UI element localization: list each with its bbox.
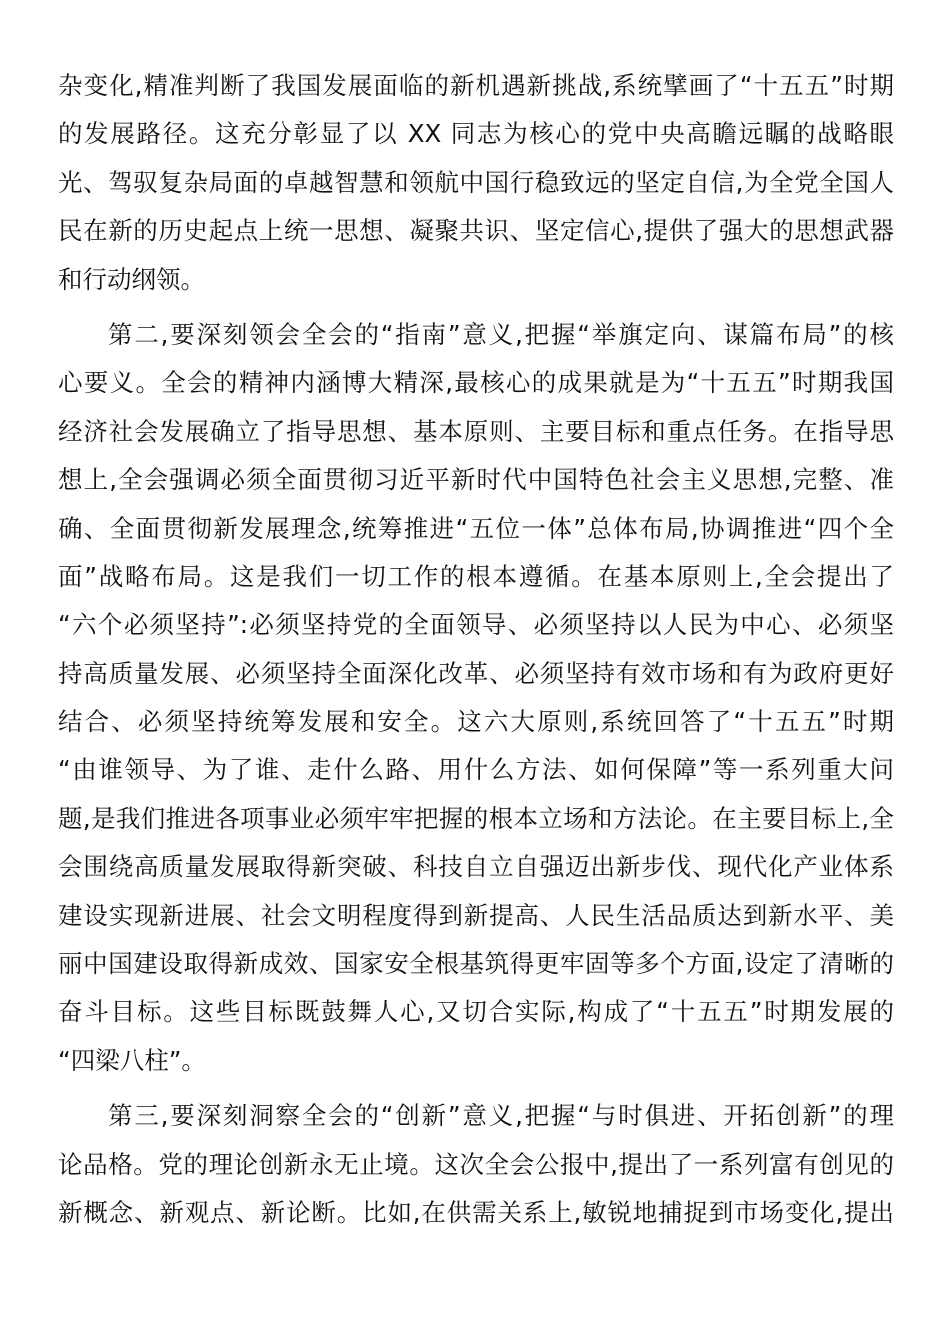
- text-line: 持高质量发展、必须坚持全面深化改革、必须坚持有效市场和有为政府更好: [58, 658, 894, 688]
- text-line: 新概念、新观点、新论断。比如,在供需关系上,敏锐地捕捉到市场变化,提出: [58, 1197, 894, 1227]
- text-line: 第三,要深刻洞察全会的“创新”意义,把握“与时俱进、开拓创新”的理: [108, 1101, 894, 1131]
- text-line: 第二,要深刻领会全会的“指南”意义,把握“举旗定向、谋篇布局”的核: [108, 319, 894, 349]
- document-page: [58, 62, 894, 1237]
- paragraph-2: [58, 311, 894, 1085]
- text-line: 论品格。党的理论创新永无止境。这次全会公报中,提出了一系列富有创见的: [58, 1149, 894, 1179]
- text-line: 想上,全会强调必须全面贯彻习近平新时代中国特色社会主义思想,完整、准: [58, 465, 894, 495]
- text-line: “四梁八柱”。: [58, 1045, 206, 1075]
- paragraph-3: [58, 1092, 894, 1237]
- text-line: 和行动纲领。: [58, 264, 205, 294]
- text-line: 建设实现新进展、社会文明程度得到新提高、人民生活品质达到新水平、美: [58, 900, 894, 930]
- text-line: 杂变化,精准判断了我国发展面临的新机遇新挑战,系统擘画了“十五五”时期: [58, 71, 894, 100]
- text-line: 丽中国建设取得新成效、国家安全根基筑得更牢固等多个方面,设定了清晰的: [58, 949, 894, 979]
- text-line: 题,是我们推进各项事业必须牢牢把握的根本立场和方法论。在主要目标上,全: [58, 803, 894, 833]
- paragraph-1: [58, 62, 894, 304]
- text-line: “六个必须坚持”:必须坚持党的全面领导、必须坚持以人民为中心、必须坚: [58, 610, 894, 640]
- text-line: “由谁领导、为了谁、走什么路、用什么方法、如何保障”等一系列重大问: [58, 755, 894, 785]
- text-line: 经济社会发展确立了指导思想、基本原则、主要目标和重点任务。在指导思: [58, 416, 894, 446]
- text-line: 民在新的历史起点上统一思想、凝聚共识、坚定信心,提供了强大的思想武器: [58, 216, 894, 246]
- text-line: 光、驾驭复杂局面的卓越智慧和领航中国行稳致远的坚定自信,为全党全国人: [58, 167, 894, 197]
- text-line: 确、全面贯彻新发展理念,统筹推进“五位一体”总体布局,协调推进“四个全: [58, 513, 894, 543]
- text-line: 结合、必须坚持统筹发展和安全。这六大原则,系统回答了“十五五”时期: [58, 707, 894, 737]
- text-line: 的发展路径。这充分彰显了以 XX 同志为核心的党中央高瞻远瞩的战略眼: [58, 119, 894, 149]
- text-line: 会围绕高质量发展取得新突破、科技自立自强迈出新步伐、现代化产业体系: [58, 852, 894, 882]
- text-line: 心要义。全会的精神内涵博大精深,最核心的成果就是为“十五五”时期我国: [58, 368, 894, 398]
- text-line: 面”战略布局。这是我们一切工作的根本遵循。在基本原则上,全会提出了: [58, 561, 894, 591]
- text-line: 奋斗目标。这些目标既鼓舞人心,又切合实际,构成了“十五五”时期发展的: [58, 997, 894, 1027]
